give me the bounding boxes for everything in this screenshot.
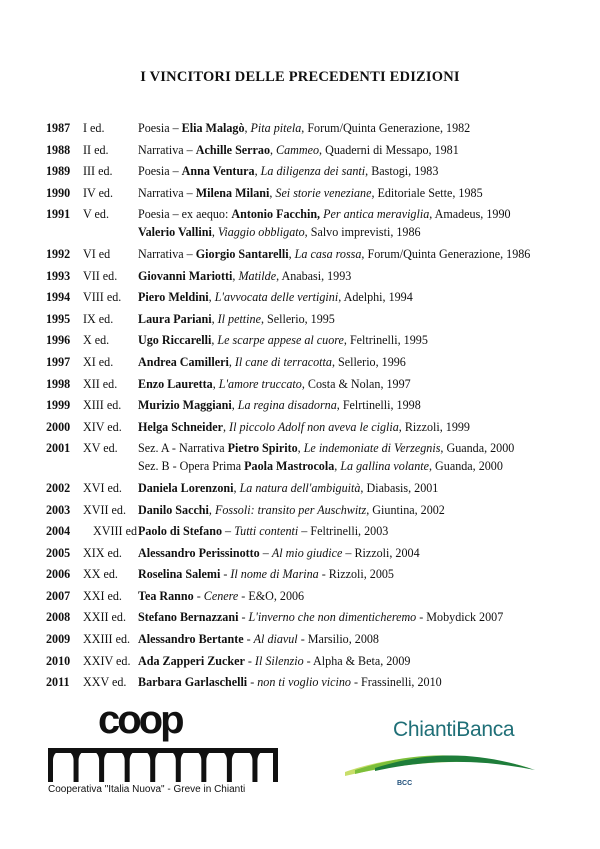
entry-detail: Poesia – xyxy=(138,121,182,135)
author-name: Valerio Vallini xyxy=(138,225,212,240)
entry-detail: - E&O, 2006 xyxy=(238,588,305,603)
entry-line xyxy=(138,269,566,283)
entry-year: 2001 xyxy=(46,441,71,456)
entry-text xyxy=(138,333,566,347)
winner-entry xyxy=(46,589,566,603)
book-title: Per antica meraviglia xyxy=(323,207,430,222)
entry-text xyxy=(138,420,566,434)
entry-detail: - xyxy=(193,588,204,603)
winner-entry xyxy=(46,355,566,369)
entry-text xyxy=(138,269,566,283)
entry-detail: , Costa & Nolan, 1997 xyxy=(301,376,411,391)
entry-line xyxy=(138,186,566,200)
entry-detail: , Guanda, 2000 xyxy=(440,441,515,456)
chiantibanca-logo xyxy=(345,718,545,798)
entry-text xyxy=(138,632,566,646)
winner-entry xyxy=(46,143,566,157)
winner-entry xyxy=(46,247,566,261)
entry-detail: - Marsilio, 2008 xyxy=(297,632,379,647)
coop-caption: Cooperativa "Italia Nuova" - Greve in Chianti xyxy=(48,784,246,795)
entry-text xyxy=(138,121,566,135)
entry-detail: , xyxy=(228,354,235,369)
author-name: Andrea Camilleri xyxy=(138,354,229,369)
entry-text xyxy=(138,398,566,412)
entry-line xyxy=(138,675,566,689)
entry-year: 1989 xyxy=(46,164,71,179)
entry-detail: , Sellerio, 1996 xyxy=(331,354,406,369)
entry-edition: III ed. xyxy=(83,164,113,179)
author-name: Enzo Lauretta xyxy=(138,376,213,391)
winner-entry xyxy=(46,121,566,135)
entry-year: 1996 xyxy=(46,333,71,348)
entry-edition: XIII ed. xyxy=(83,398,122,413)
entry-detail: , Guanda, 2000 xyxy=(429,459,503,474)
entry-detail: , xyxy=(334,459,341,474)
entry-text xyxy=(138,207,566,239)
entry-detail: – xyxy=(222,524,235,539)
entry-detail: Narrativa – xyxy=(138,246,196,261)
entry-year: 1993 xyxy=(46,268,71,283)
entry-edition: XIX ed. xyxy=(83,545,122,560)
author-name: Anna Ventura xyxy=(181,164,255,179)
entry-text xyxy=(138,654,566,668)
author-name: Barbara Garlaschelli xyxy=(138,675,248,690)
book-title: Al mio giudice xyxy=(271,545,343,560)
winner-entry xyxy=(46,333,566,347)
entry-edition: XVI ed. xyxy=(83,480,122,495)
entry-text xyxy=(138,290,566,304)
entry-detail: , Forum/Quinta Generazione, 1986 xyxy=(361,246,531,261)
entry-detail: , xyxy=(297,441,304,456)
entry-edition: XX ed. xyxy=(83,567,118,582)
book-title: Le indemoniate di Verzegnis xyxy=(303,441,441,456)
entry-line xyxy=(138,290,566,304)
entry-text xyxy=(138,567,566,581)
entry-text xyxy=(138,524,566,538)
entry-year: 1991 xyxy=(46,207,71,222)
author-name: Paolo di Stefano xyxy=(138,524,222,539)
book-title: Il cane di terracotta xyxy=(234,354,332,369)
entry-edition: XVIII ed xyxy=(93,524,137,539)
entry-edition: XXIV ed. xyxy=(83,653,131,668)
entry-detail: , Adelphi, 1994 xyxy=(338,290,413,305)
winner-entry xyxy=(46,481,566,495)
book-title: Matilde xyxy=(238,268,277,283)
entry-year: 1992 xyxy=(46,246,71,261)
coop-logo xyxy=(48,700,338,804)
book-title: Le scarpe appese al cuore xyxy=(217,333,344,348)
entry-line xyxy=(138,121,566,135)
author-name: Milena Milani xyxy=(195,185,270,200)
author-name: Laura Pariani xyxy=(138,311,212,326)
entry-text xyxy=(138,589,566,603)
entry-year: 2008 xyxy=(46,610,71,625)
entry-line xyxy=(138,503,566,517)
entry-line xyxy=(138,654,566,668)
book-title: La regina disadorna xyxy=(237,398,337,413)
entry-line xyxy=(138,420,566,434)
author-name: Ada Zapperi Zucker xyxy=(138,653,245,668)
entry-detail: Sez. B - Opera Prima xyxy=(138,459,245,474)
winner-entry xyxy=(46,654,566,668)
bcc-mark: BCC xyxy=(397,780,413,787)
author-name: Helga Schneider xyxy=(138,419,223,434)
entry-detail: , Quaderni di Messapo, 1981 xyxy=(319,142,459,157)
entry-edition: XXI ed. xyxy=(83,588,122,603)
entry-detail: , Bastogi, 1983 xyxy=(365,164,439,179)
book-title: L'inverno che non dimenticheremo xyxy=(248,610,417,625)
entry-detail: , Rizzoli, 1999 xyxy=(398,419,470,434)
winner-entry xyxy=(46,207,566,239)
entry-line xyxy=(138,377,566,391)
entry-line xyxy=(138,567,566,581)
entry-line xyxy=(138,459,566,473)
entry-detail: , Forum/Quinta Generazione, 1982 xyxy=(301,121,471,135)
book-title: Sei storie veneziane, xyxy=(275,185,375,200)
entry-detail: , Salvo imprevisti, 1986 xyxy=(304,225,421,240)
entry-line xyxy=(138,143,566,157)
entry-detail: , Giuntina, 2002 xyxy=(366,502,445,517)
entry-text xyxy=(138,481,566,495)
author-name: Ugo Riccarelli xyxy=(138,333,212,348)
entry-year: 1990 xyxy=(46,185,71,200)
book-title: Il piccolo Adolf non aveva le ciglia xyxy=(229,419,399,434)
book-title: Viaggio obbligato xyxy=(217,225,305,240)
entry-year: 1988 xyxy=(46,142,71,157)
book-title: L'amore truccato xyxy=(218,376,302,391)
entry-detail: - Rizzoli, 2005 xyxy=(318,567,394,582)
entry-year: 1987 xyxy=(46,121,71,135)
entry-detail: , xyxy=(211,225,218,240)
entry-edition: IX ed. xyxy=(83,311,114,326)
entry-edition: II ed. xyxy=(83,142,109,157)
swoosh-icon xyxy=(345,740,545,780)
author-name: Alessandro Perissinotto xyxy=(138,545,260,560)
author-name: Achille Serrao xyxy=(195,142,270,157)
entry-year: 1998 xyxy=(46,376,71,391)
entry-line xyxy=(138,333,566,347)
entry-detail: , Anabasi, 1993 xyxy=(276,268,352,283)
author-name: Giorgio Santarelli xyxy=(195,246,289,261)
entry-year: 1995 xyxy=(46,311,71,326)
entry-detail: , xyxy=(211,333,218,348)
entry-detail: , xyxy=(208,290,215,305)
entry-text xyxy=(138,546,566,560)
entry-edition: X ed. xyxy=(83,333,110,348)
author-name: Daniela Lorenzoni xyxy=(138,480,234,495)
entry-line xyxy=(138,207,566,221)
entry-detail: Narrativa – xyxy=(138,142,196,157)
winner-entry xyxy=(46,398,566,412)
author-name: Murizio Maggiani xyxy=(138,398,232,413)
author-name: Roselina Salemi xyxy=(138,567,221,582)
entry-text xyxy=(138,312,566,326)
entry-detail: - xyxy=(247,675,258,690)
entry-line xyxy=(138,441,566,455)
winner-entry xyxy=(46,186,566,200)
entry-detail: , Diabasis, 2001 xyxy=(360,480,439,495)
entry-detail: , xyxy=(231,398,238,413)
entry-year: 1997 xyxy=(46,354,71,369)
author-name: Tea Ranno xyxy=(138,588,194,603)
entry-line xyxy=(138,225,566,239)
entry-detail: - Mobydick 2007 xyxy=(416,610,504,625)
entry-detail: – Rizzoli, 2004 xyxy=(342,545,420,560)
entry-line xyxy=(138,355,566,369)
entry-line xyxy=(138,312,566,326)
book-title: Cenere xyxy=(203,588,239,603)
entry-line xyxy=(138,632,566,646)
winner-entry xyxy=(46,675,566,689)
book-title: La natura dell'ambiguità xyxy=(239,480,361,495)
author-name: Alessandro Bertante xyxy=(138,632,244,647)
entry-text xyxy=(138,377,566,391)
author-name: Elia Malagò xyxy=(181,121,245,135)
entry-year: 2007 xyxy=(46,588,71,603)
entry-edition: XVII ed. xyxy=(83,502,126,517)
bridge-arches-icon xyxy=(48,748,278,782)
entry-year: 2009 xyxy=(46,632,71,647)
entry-line xyxy=(138,247,566,261)
entry-detail: , xyxy=(212,376,219,391)
entry-edition: XXIII ed. xyxy=(83,632,131,647)
entry-detail: , xyxy=(233,480,240,495)
entry-line xyxy=(138,524,566,538)
entry-edition: IV ed. xyxy=(83,185,114,200)
entry-line xyxy=(138,610,566,624)
winner-entry xyxy=(46,524,566,538)
book-title: Il pettine xyxy=(217,311,261,326)
entry-detail: , xyxy=(254,164,261,179)
entry-text xyxy=(138,164,566,178)
coop-wordmark: coop xyxy=(98,698,182,742)
author-name: Giovanni Mariotti xyxy=(138,268,233,283)
book-title: Pita pitela xyxy=(250,121,302,135)
entry-edition: XIV ed. xyxy=(83,419,122,434)
entry-edition: I ed. xyxy=(83,121,105,135)
book-title: Al diavul xyxy=(253,632,298,647)
entry-edition: VIII ed. xyxy=(83,290,122,305)
entry-detail: , xyxy=(288,246,295,261)
entry-text xyxy=(138,441,566,473)
entry-text xyxy=(138,503,566,517)
book-title: La casa rossa xyxy=(294,246,362,261)
entry-detail: , xyxy=(232,268,239,283)
entry-detail: - Frassinelli, 2010 xyxy=(350,675,442,690)
entry-year: 2006 xyxy=(46,567,71,582)
entry-edition: VII ed. xyxy=(83,268,118,283)
entry-year: 2011 xyxy=(46,675,70,690)
entry-detail: – xyxy=(259,545,272,560)
entry-detail: , xyxy=(270,142,277,157)
book-title: L'avvocata delle vertigini xyxy=(214,290,339,305)
entry-edition: XII ed. xyxy=(83,376,118,391)
entry-detail: , xyxy=(223,419,230,434)
entry-edition: XXV ed. xyxy=(83,675,127,690)
entry-edition: XV ed. xyxy=(83,441,118,456)
winner-entry xyxy=(46,503,566,517)
winner-entry xyxy=(46,377,566,391)
entry-edition: VI ed xyxy=(83,246,111,261)
entry-text xyxy=(138,143,566,157)
author-name: Paola Mastrocola xyxy=(244,459,335,474)
winner-entry xyxy=(46,312,566,326)
chiantibanca-wordmark: ChiantiBanca xyxy=(393,718,515,741)
entry-text xyxy=(138,675,566,689)
entry-detail: Editoriale Sette, 1985 xyxy=(374,185,483,200)
entry-year: 2004 xyxy=(46,524,71,539)
entry-year: 2000 xyxy=(46,419,71,434)
winners-list xyxy=(46,121,566,697)
winner-entry xyxy=(46,441,566,473)
winner-entry xyxy=(46,546,566,560)
entry-detail: - xyxy=(244,653,255,668)
entry-detail: , Sellerio, 1995 xyxy=(260,311,335,326)
entry-year: 1994 xyxy=(46,290,71,305)
winner-entry xyxy=(46,420,566,434)
author-name: Antonio Facchin, xyxy=(231,207,321,222)
book-title: Cammeo xyxy=(276,142,320,157)
winner-entry xyxy=(46,269,566,283)
winner-entry xyxy=(46,164,566,178)
winner-entry xyxy=(46,632,566,646)
entry-text xyxy=(138,186,566,200)
entry-year: 2002 xyxy=(46,480,71,495)
entry-line xyxy=(138,164,566,178)
entry-detail: , xyxy=(244,121,251,135)
entry-edition: V ed. xyxy=(83,207,109,222)
entry-detail: Poesia – xyxy=(138,164,182,179)
entry-detail: , xyxy=(269,185,276,200)
entry-detail: – Feltrinelli, 2003 xyxy=(298,524,389,539)
entry-detail: Sez. A - Narrativa xyxy=(138,441,228,456)
entry-edition: XI ed. xyxy=(83,354,114,369)
book-title: Fossoli: transito per Auschwitz xyxy=(214,502,367,517)
entry-detail: - xyxy=(220,567,231,582)
entry-year: 2005 xyxy=(46,545,71,560)
winner-entry xyxy=(46,610,566,624)
winner-entry xyxy=(46,567,566,581)
entry-detail: - Alpha & Beta, 2009 xyxy=(303,653,411,668)
entry-year: 1999 xyxy=(46,398,71,413)
entry-detail: , Amadeus, 1990 xyxy=(429,207,511,222)
entry-detail: , xyxy=(211,311,218,326)
author-name: Piero Meldini xyxy=(138,290,209,305)
book-title: non ti voglio vicino xyxy=(257,675,351,690)
entry-text xyxy=(138,355,566,369)
book-title: La gallina volante xyxy=(340,459,429,474)
entry-year: 2003 xyxy=(46,502,71,517)
page-title: I VINCITORI DELLE PRECEDENTI EDIZIONI xyxy=(140,69,460,85)
entry-detail: , Felrtinelli, 1998 xyxy=(336,398,421,413)
entry-detail: - xyxy=(238,610,249,625)
author-name: Danilo Sacchi xyxy=(138,502,209,517)
entry-edition: XXII ed. xyxy=(83,610,126,625)
book-title: Il Silenzio xyxy=(254,653,304,668)
entry-detail: Narrativa – xyxy=(138,185,196,200)
entry-detail: Poesia – ex aequo: xyxy=(138,207,232,222)
entry-text xyxy=(138,610,566,624)
entry-year: 2010 xyxy=(46,653,71,668)
author-name: Pietro Spirito xyxy=(227,441,298,456)
winner-entry xyxy=(46,290,566,304)
author-name: Stefano Bernazzani xyxy=(138,610,239,625)
entry-detail: , xyxy=(208,502,215,517)
entry-line xyxy=(138,589,566,603)
entry-detail: , Feltrinelli, 1995 xyxy=(343,333,428,348)
book-title: Il nome di Marina xyxy=(230,567,319,582)
entry-line xyxy=(138,546,566,560)
book-title: Tutti contenti xyxy=(234,524,299,539)
entry-line xyxy=(138,481,566,495)
entry-text xyxy=(138,247,566,261)
entry-line xyxy=(138,398,566,412)
book-title: La diligenza dei santi xyxy=(260,164,366,179)
entry-detail: - xyxy=(243,632,254,647)
